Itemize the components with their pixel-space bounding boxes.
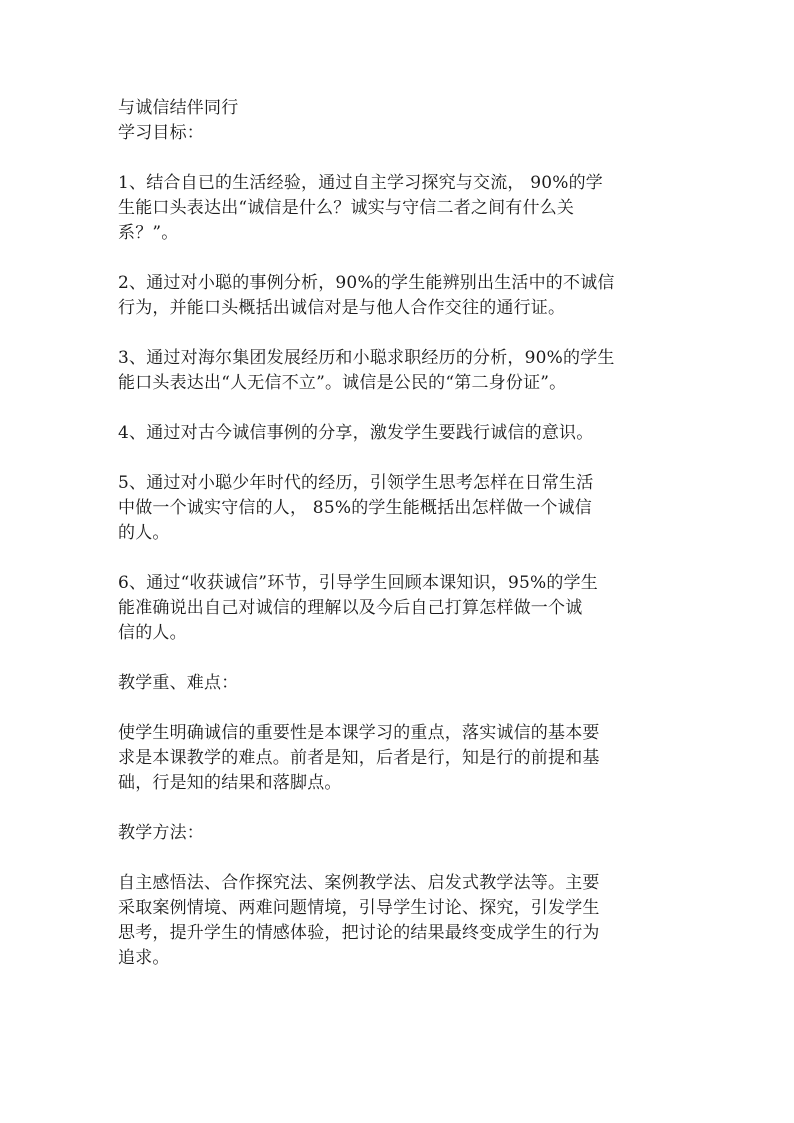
- methods-line-4: 追求。: [118, 948, 170, 968]
- objectives-heading: 学习目标：: [118, 123, 204, 143]
- objective-5-line-1: 5、通过对小聪少年时代的经历，引领学生思考怎样在日常生活: [118, 473, 594, 493]
- objective-1-line-1: 1、结合自已的生活经验，通过自主学习探究与交流， 90%的学: [118, 173, 604, 193]
- document-page: [118, 96, 678, 971]
- methods-line-1: 自主感悟法、合作探究法、案例教学法、启发式教学法等。主要: [118, 873, 600, 893]
- methods-line-3: 思考，提升学生的情感体验，把讨论的结果最终变成学生的行为: [118, 923, 600, 943]
- key-points-line-1: 使学生明确诚信的重要性是本课学习的重点，落实诚信的基本要: [118, 723, 600, 743]
- key-points-line-3: 础，行是知的结果和落脚点。: [118, 773, 342, 793]
- objective-2-line-2: 行为，并能口头概括出诚信对是与他人合作交往的通行证。: [118, 298, 566, 318]
- objective-1: [118, 171, 678, 246]
- key-points-heading: 教学重、难点：: [118, 673, 239, 693]
- objective-3-line-1: 3、通过对海尔集团发展经历和小聪求职经历的分析，90%的学生: [118, 348, 615, 368]
- document-title: 与诚信结伴同行: [118, 98, 239, 118]
- objective-3-line-2: 能口头表达出“人无信不立”。诚信是公民的“第二身份证”。: [118, 373, 567, 393]
- key-points-line-2: 求是本课教学的难点。前者是知，后者是行，知是行的前提和基: [118, 748, 600, 768]
- objective-5: [118, 471, 678, 546]
- objective-6-line-3: 信的人。: [118, 623, 187, 643]
- methods-heading: 教学方法：: [118, 823, 204, 843]
- objective-5-line-3: 的人。: [118, 523, 170, 543]
- key-points-paragraph: [118, 721, 678, 796]
- objective-2-line-1: 2、通过对小聪的事例分析，90%的学生能辨别出生活中的不诚信: [118, 273, 615, 293]
- objective-6-line-1: 6、通过“收获诚信”环节，引导学生回顾本课知识，95%的学生: [118, 573, 598, 593]
- objective-6-line-2: 能准确说出自己对诚信的理解以及今后自己打算怎样做一个诚: [118, 598, 583, 618]
- objective-3: [118, 346, 678, 396]
- methods-paragraph: [118, 871, 678, 971]
- objective-5-line-2: 中做一个诚实守信的人， 85%的学生能概括出怎样做一个诚信: [118, 498, 592, 518]
- methods-line-2: 采取案例情境、两难问题情境，引导学生讨论、探究，引发学生: [118, 898, 600, 918]
- objective-6: [118, 571, 678, 646]
- objective-4-line-1: 4、通过对古今诚信事例的分享，激发学生要践行诚信的意识。: [118, 423, 594, 443]
- objective-2: [118, 271, 678, 321]
- objective-1-line-3: 系？”。: [118, 223, 179, 243]
- objective-4: [118, 421, 678, 446]
- objective-1-line-2: 生能口头表达出“诚信是什么？诚实与守信二者之间有什么关: [118, 198, 575, 218]
